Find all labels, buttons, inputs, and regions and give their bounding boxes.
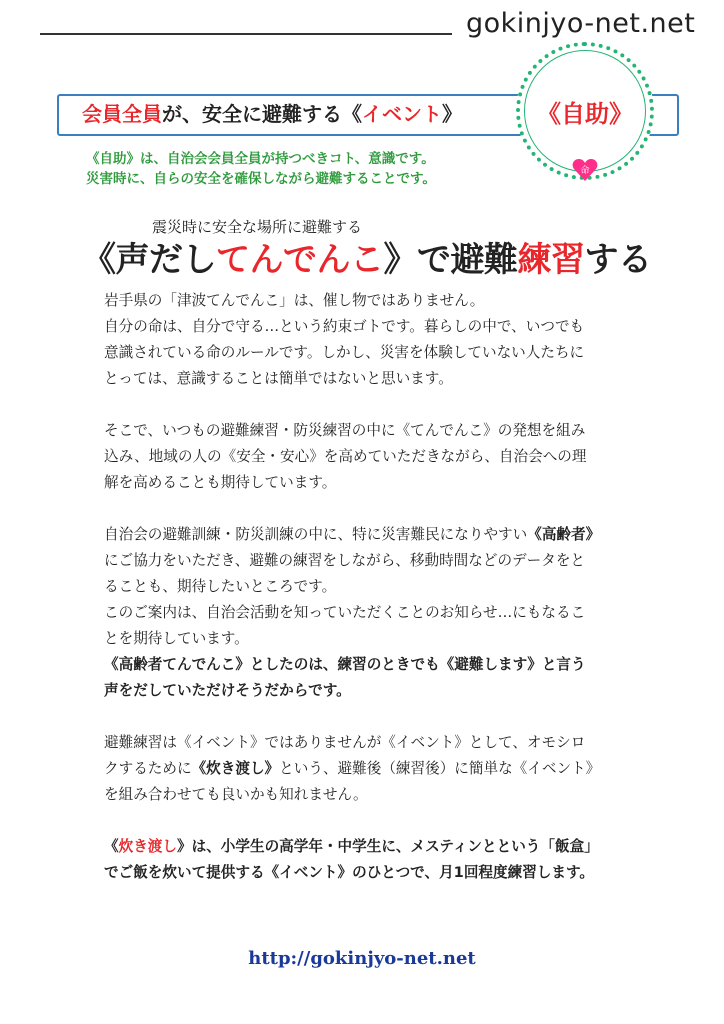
p3-line: とを期待しています。 xyxy=(104,630,249,647)
p1-line: 意識されている命のルールです。しかし、災害を体験していない人たちに xyxy=(104,344,585,361)
title-part-2: てんでんこ xyxy=(216,240,384,280)
banner-text-middle: が、安全に避難する《 xyxy=(162,102,362,126)
p4-line-2c: という、避難後（練習後）に簡単な《イベント》 xyxy=(279,760,601,777)
title-subtitle: 震災時に安全な場所に避難する xyxy=(152,218,363,236)
paragraph-1 xyxy=(104,288,644,392)
p5-line: でご飯を炊いて提供する《イベント》のひとつで、月1回程度練習します。 xyxy=(104,864,594,881)
site-title: gokinjyo-net.net xyxy=(466,8,696,39)
title-part-3: 》で避難 xyxy=(383,240,518,280)
p1-line: 自分の命は、自分で守る…という約束ゴトです。暮らしの中で、いつでも xyxy=(104,318,585,335)
p2-line: 込み、地域の人の《安全・安心》を高めていただきながら、自治会への理 xyxy=(104,448,587,465)
paragraph-5 xyxy=(104,834,644,886)
page-title xyxy=(82,232,652,281)
p3-line: 声をだしていただけそうだからです。 xyxy=(104,682,351,699)
p3-line: このご案内は、自治会活動を知っていただくことのお知らせ…にもなるこ xyxy=(104,604,586,621)
p5-line-1c: 》は、小学生の高学年・中学生に、メスティンとという「飯盒」 xyxy=(177,838,599,855)
p4-line-2a: クするために xyxy=(104,760,192,777)
banner-heading xyxy=(82,98,462,127)
p5-line-1a: 《 xyxy=(104,838,119,855)
paragraph-4 xyxy=(104,730,644,808)
p5-line-1b: 炊き渡し xyxy=(118,838,177,855)
p2-line: 解を高めることも期待しています。 xyxy=(104,474,337,491)
p3-line: にご協力をいただき、避難の練習をしながら、移動時間などのデータをと xyxy=(104,552,586,569)
p1-line: とっては、意識することは簡単ではないと思います。 xyxy=(104,370,453,387)
paragraph-3 xyxy=(104,522,644,704)
banner-event: イベント xyxy=(362,102,442,126)
definition-line-1: 《自助》は、自治会会員全員が持つべきコト、意識です。 xyxy=(86,151,435,167)
p3-line: 《高齢者てんでんこ》としたのは、練習のときでも《避難します》と言う xyxy=(104,656,586,673)
definition-line-2: 災害時に、自らの安全を確保しながら避難することです。 xyxy=(86,171,436,187)
heart-icon xyxy=(572,158,598,182)
banner-text-end: 》 xyxy=(442,102,462,126)
p1-line: 岩手県の「津波てんでんこ」は、催し物ではありません。 xyxy=(104,292,485,309)
footer-url-link[interactable]: http://gokinjyo-net.net xyxy=(248,948,476,969)
self-help-badge-label: 《自助》 xyxy=(537,100,633,128)
p5-line xyxy=(104,834,644,860)
p4-line-2b: 《炊き渡し》 xyxy=(191,760,280,777)
p3-line-1b: 《高齢者》 xyxy=(527,526,601,543)
p4-line: を組み合わせても良いかも知れません。 xyxy=(104,786,368,803)
body-text xyxy=(104,288,644,912)
p3-line: ることも、期待したいところです。 xyxy=(104,578,337,595)
p2-line: そこで、いつもの避難練習・防災練習の中に《てんでんこ》の発想を組み xyxy=(104,422,586,439)
paragraph-2 xyxy=(104,418,644,496)
p4-line xyxy=(104,756,644,782)
title-part-5: する xyxy=(584,240,652,280)
p3-line-1a: 自治会の避難訓練・防災訓練の中に、特に災害難民になりやすい xyxy=(104,526,528,543)
title-part-4: 練習 xyxy=(517,240,585,280)
banner-highlight: 会員全員 xyxy=(82,102,162,126)
p4-line: 避難練習は《イベント》ではありませんが《イベント》として、オモシロ xyxy=(104,734,586,751)
title-part-1: 《声だし xyxy=(82,240,216,280)
p3-line xyxy=(104,522,644,548)
heart-label: 命 xyxy=(580,166,590,176)
header-rule xyxy=(40,33,452,35)
